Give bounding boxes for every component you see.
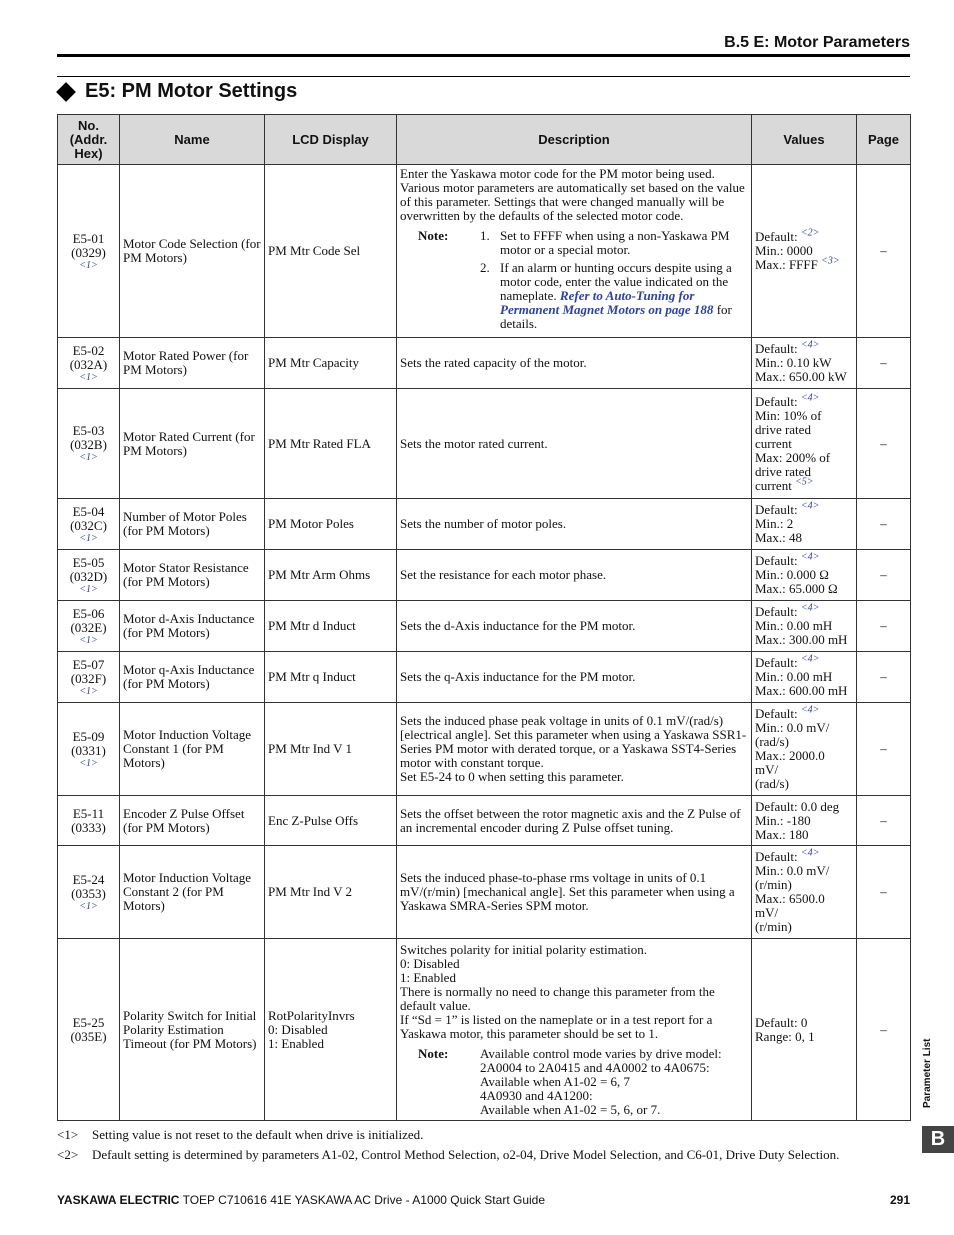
description-text: Set E5-24 to 0 when setting this parameter. <box>400 769 624 784</box>
col-header-values: Values <box>752 115 857 165</box>
page-ref: – <box>857 499 911 550</box>
table-row <box>58 796 911 846</box>
table-header-row <box>58 115 911 165</box>
footnote-text: Setting value is not reset to the default when drive is initialized. <box>92 1127 424 1142</box>
lcd-display-line: Enc Z-Pulse Offs <box>268 812 359 828</box>
value-line <box>755 356 853 370</box>
lcd-display-line: PM Mtr Rated FLA <box>268 435 371 451</box>
param-number: E5-04 <box>72 503 105 519</box>
param-address: (035E) <box>70 1028 107 1044</box>
param-name: Motor Induction Voltage Constant 2 (for PM Motors) <box>120 846 265 939</box>
value-line <box>755 619 853 633</box>
param-number-cell <box>58 165 120 338</box>
value-text: Default: <box>755 604 798 619</box>
values-cell <box>752 652 857 703</box>
footnote-ref-link[interactable]: <1> <box>79 259 98 271</box>
value-line <box>755 828 853 842</box>
value-line <box>755 409 853 423</box>
page-ref: – <box>857 846 911 939</box>
note-label: Note: <box>418 1045 449 1061</box>
param-address: (032D) <box>69 568 108 584</box>
footnote-ref-link[interactable]: <4> <box>800 392 820 404</box>
value-line <box>755 735 853 749</box>
footnote-mark: <2> <box>57 1147 79 1162</box>
value-text: (r/min) <box>755 877 792 892</box>
description-text: Sets the induced phase peak voltage in units of 0.1 mV/(rad/s) [electrical angle]. Set this parameter when using a Yaskawa SSR1-Series PM motor with derated torque, or a Yaskawa SST4-Series motor with constant torque. <box>400 713 747 770</box>
param-name: Motor Induction Voltage Constant 1 (for PM Motors) <box>120 703 265 796</box>
param-name: Encoder Z Pulse Offset (for PM Motors) <box>120 796 265 846</box>
param-name: Motor d-Axis Inductance (for PM Motors) <box>120 601 265 652</box>
value-text: drive rated <box>755 421 811 437</box>
value-text: current <box>755 435 792 451</box>
param-number: E5-07 <box>72 656 105 672</box>
footnote-ref-link[interactable]: <1> <box>79 900 98 912</box>
param-number: E5-06 <box>72 605 105 621</box>
value-line <box>755 551 853 568</box>
table-row <box>58 939 911 1121</box>
lcd-display-cell <box>265 846 397 939</box>
description-text: Sets the offset between the rotor magnetic axis and the Z Pulse of an incremental encoder during Z Pulse offset tuning. <box>400 805 741 835</box>
note-line: 2A0004 to 2A0415 and 4A0002 to 4A0675: <box>480 1059 710 1075</box>
param-number: E5-02 <box>72 342 105 358</box>
description-text: Sets the motor rated current. <box>400 435 548 451</box>
value-line <box>755 763 853 777</box>
page-ref: – <box>857 652 911 703</box>
note-body <box>500 229 748 257</box>
page-title-text: E5: PM Motor Settings <box>85 80 298 102</box>
note-text: If an alarm or hunting occurs despite using a motor code, enter the value indicated on the nameplate. <box>500 260 732 303</box>
param-name: Motor q-Axis Inductance (for PM Motors) <box>120 652 265 703</box>
table-row <box>58 703 911 796</box>
value-text: Default: <box>755 229 798 244</box>
footnote <box>57 1148 917 1162</box>
value-text: Min.: 0.0 mV/ <box>755 720 830 735</box>
note-number: 2. <box>480 260 490 275</box>
value-line <box>755 437 853 451</box>
description-cell <box>397 652 752 703</box>
value-text: Default: <box>755 553 798 568</box>
param-address: (0329) <box>71 244 106 260</box>
lcd-display-line: PM Mtr Code Sel <box>268 243 361 258</box>
description-text: Enter the Yaskawa motor code for the PM motor being used. Various motor parameters are automatically set based on the value of this parameter. Settings that were changed manually will be overwritten by the defaults of the selected motor code. <box>400 166 745 223</box>
page-footer <box>57 1193 910 1207</box>
footnote-ref-link[interactable]: <1> <box>79 583 98 595</box>
footnote-ref-link[interactable]: <5> <box>795 476 814 488</box>
footer-brand: YASKAWA ELECTRIC <box>57 1193 180 1207</box>
page-ref: – <box>857 165 911 338</box>
value-text: Max.: 65.000 Ω <box>755 581 838 596</box>
description-text: If “Sd = 1” is listed on the nameplate or in a test report for a Yaskawa motor, this parameter should be set to 1. <box>400 1011 713 1041</box>
page-ref: – <box>857 601 911 652</box>
value-text: Default: <box>755 341 798 356</box>
value-line <box>755 568 853 582</box>
footnote-ref-link[interactable]: <4> <box>800 704 820 716</box>
footnote-text: Default setting is determined by parameters A1-02, Control Method Selection, o2-04, Drive Model Selection, and C6-01, Drive Duty Selection. <box>92 1147 840 1162</box>
param-number-cell <box>58 846 120 939</box>
description-cell <box>397 338 752 389</box>
value-line <box>755 633 853 647</box>
param-address: (032A) <box>69 356 108 372</box>
value-text: Range: 0, 1 <box>755 1028 815 1044</box>
value-text: Max.: FFFF <box>755 257 818 272</box>
value-text: Min.: 0.00 mH <box>755 618 833 633</box>
lcd-display-cell <box>265 601 397 652</box>
col-header-lcd: LCD Display <box>265 115 397 165</box>
param-address: (032B) <box>70 437 107 452</box>
param-number: E5-25 <box>72 1014 105 1030</box>
value-text: Min.: 0.00 mH <box>755 669 833 684</box>
footnote-ref-link[interactable]: <3> <box>821 255 840 267</box>
table-row <box>58 165 911 338</box>
param-name: Motor Stator Resistance (for PM Motors) <box>120 550 265 601</box>
value-text: Max.: 650.00 kW <box>755 369 847 384</box>
lcd-display-cell <box>265 939 397 1121</box>
table-row <box>58 338 911 389</box>
value-line <box>755 847 853 864</box>
value-text: Max.: 600.00 mH <box>755 683 848 698</box>
footnote-ref-link[interactable]: <4> <box>800 339 820 351</box>
value-line <box>755 451 853 465</box>
value-text: Max.: 2000.0 <box>755 748 825 763</box>
param-number: E5-09 <box>72 728 105 744</box>
lcd-display-cell <box>265 499 397 550</box>
description-cell <box>397 703 752 796</box>
value-line <box>755 892 853 906</box>
note-item <box>480 229 748 257</box>
value-text: Min.: 0000 <box>755 243 813 258</box>
param-number-cell <box>58 338 120 389</box>
lcd-display-cell <box>265 703 397 796</box>
note-number: 1. <box>480 228 490 243</box>
col-header-page: Page <box>857 115 911 165</box>
value-text: Default: 0.0 deg <box>755 798 840 814</box>
value-line <box>755 814 853 828</box>
description-cell <box>397 846 752 939</box>
param-address: (0333) <box>71 819 106 835</box>
value-line <box>755 227 853 244</box>
page-ref: – <box>857 338 911 389</box>
footnotes <box>57 1128 917 1168</box>
value-text: (rad/s) <box>755 734 789 749</box>
value-line <box>755 1016 853 1030</box>
value-line <box>755 704 853 721</box>
footnote-ref-link[interactable]: <4> <box>800 653 820 665</box>
header-rule <box>57 54 910 57</box>
param-name: Motor Code Selection (for PM Motors) <box>120 165 265 338</box>
value-text: Min.: 0.10 kW <box>755 355 832 370</box>
value-text: Min.: 0.000 Ω <box>755 567 829 582</box>
footnote <box>57 1128 917 1142</box>
param-address: (032C) <box>70 517 107 533</box>
table-row <box>58 550 911 601</box>
param-number-cell <box>58 499 120 550</box>
footnote-ref-link[interactable]: <1> <box>79 634 98 646</box>
note-items <box>480 1047 748 1117</box>
parameter-table <box>57 114 911 1121</box>
diamond-icon <box>56 82 76 102</box>
param-number-cell <box>58 389 120 499</box>
table-row <box>58 499 911 550</box>
value-text: Min.: -180 <box>755 812 811 828</box>
values-cell <box>752 165 857 338</box>
note-text: Set to FFFF when using a non-Yaskawa PM motor or a special motor. <box>500 228 730 257</box>
value-line <box>755 777 853 791</box>
value-line <box>755 255 853 272</box>
description-cell <box>397 550 752 601</box>
footnote-ref-link[interactable]: <4> <box>800 602 820 614</box>
value-line <box>755 749 853 763</box>
footnote-ref-link[interactable]: <1> <box>79 685 98 697</box>
values-cell <box>752 703 857 796</box>
value-text: (r/min) <box>755 919 792 934</box>
value-line <box>755 423 853 437</box>
page-ref: – <box>857 389 911 499</box>
param-number-cell <box>58 601 120 652</box>
description-text: 1: Enabled <box>400 969 456 985</box>
note-item <box>480 261 748 331</box>
param-number: E5-24 <box>72 871 105 887</box>
param-number: E5-11 <box>72 805 105 821</box>
table-row <box>58 601 911 652</box>
value-text: Min: 10% of <box>755 407 822 423</box>
table-row <box>58 652 911 703</box>
description-cell <box>397 601 752 652</box>
value-text: Default: 0 <box>755 1014 808 1030</box>
value-text: Max.: 300.00 mH <box>755 632 848 647</box>
note-line: Available when A1-02 = 6, 7 <box>480 1073 631 1089</box>
param-number: E5-01 <box>72 230 105 246</box>
note-line: Available control mode varies by drive model: <box>480 1045 722 1061</box>
param-number: E5-05 <box>72 554 105 570</box>
description-cell <box>397 499 752 550</box>
title-rule <box>57 76 910 77</box>
param-number-cell <box>58 939 120 1121</box>
value-line <box>755 684 853 698</box>
lcd-display-line: PM Mtr Capacity <box>268 355 359 370</box>
values-cell <box>752 846 857 939</box>
lcd-display-line: PM Mtr Arm Ohms <box>268 567 371 582</box>
param-number-cell <box>58 550 120 601</box>
value-text: Default: <box>755 393 798 409</box>
footnote-ref-link[interactable]: <1> <box>79 371 98 383</box>
note-line: Available when A1-02 = 5, 6, or 7. <box>480 1101 661 1117</box>
lcd-display-line: PM Mtr q Induct <box>268 669 356 684</box>
param-number-cell <box>58 652 120 703</box>
table-body <box>58 165 911 1121</box>
value-line <box>755 531 853 545</box>
value-line <box>755 1030 853 1044</box>
footnote-ref-link[interactable]: <4> <box>800 500 820 512</box>
description-text: Set the resistance for each motor phase. <box>400 567 607 582</box>
value-line <box>755 339 853 356</box>
param-number-cell <box>58 703 120 796</box>
value-text: Default: <box>755 849 798 864</box>
col-header-description: Description <box>397 115 752 165</box>
value-line <box>755 476 853 493</box>
value-line <box>755 500 853 517</box>
note-text-after: for details. <box>500 302 732 331</box>
footnote-ref-link[interactable]: <1> <box>79 757 98 769</box>
value-text: drive rated <box>755 463 811 479</box>
values-cell <box>752 601 857 652</box>
value-line <box>755 721 853 735</box>
values-cell <box>752 939 857 1121</box>
description-cell <box>397 389 752 499</box>
page-ref: – <box>857 703 911 796</box>
value-line <box>755 392 853 409</box>
param-number: E5-03 <box>72 423 105 438</box>
description-text: Sets the d-Axis inductance for the PM motor. <box>400 618 636 633</box>
value-text: Default: <box>755 706 798 721</box>
side-tab-letter: B <box>922 1126 954 1153</box>
param-address: (032F) <box>70 670 107 686</box>
value-text: Default: <box>755 655 798 670</box>
value-line <box>755 800 853 814</box>
note-block <box>400 1047 748 1117</box>
value-text: mV/ <box>755 905 779 920</box>
note-items <box>480 229 748 335</box>
param-address: (0353) <box>71 885 106 901</box>
footnote-ref-link[interactable]: <2> <box>800 227 820 239</box>
lcd-display-line: PM Mtr Ind V 1 <box>268 741 353 756</box>
description-text: Switches polarity for initial polarity estimation. <box>400 941 647 957</box>
lcd-display-line: PM Motor Poles <box>268 516 354 531</box>
footnote-ref-link[interactable]: <4> <box>800 847 820 859</box>
description-text: Sets the q-Axis inductance for the PM motor. <box>400 669 636 684</box>
page-ref: – <box>857 939 911 1121</box>
cross-reference-link[interactable]: Refer to Auto-Tuning for Permanent Magnet Motors on page 188 <box>500 288 714 317</box>
value-text: Max: 200% of <box>755 449 831 465</box>
value-line <box>755 906 853 920</box>
value-text: Max.: 48 <box>755 530 802 545</box>
lcd-display-cell <box>265 652 397 703</box>
note-body <box>500 261 748 331</box>
footer-doc: TOEP C710616 41E YASKAWA AC Drive - A1000 Quick Start Guide <box>182 1193 546 1207</box>
lcd-display-line: PM Mtr Ind V 2 <box>268 884 353 899</box>
values-cell <box>752 796 857 846</box>
value-text: Min.: 0.0 mV/ <box>755 863 830 878</box>
param-name: Number of Motor Poles (for PM Motors) <box>120 499 265 550</box>
value-line <box>755 878 853 892</box>
footnote-ref-link[interactable]: <4> <box>800 551 820 563</box>
footnote-ref-link[interactable]: <1> <box>79 452 98 463</box>
param-address: (0331) <box>71 742 106 758</box>
value-line <box>755 920 853 934</box>
lcd-display-cell <box>265 796 397 846</box>
description-cell <box>397 796 752 846</box>
value-line <box>755 602 853 619</box>
lcd-display-cell <box>265 550 397 601</box>
value-line <box>755 653 853 670</box>
lcd-display-line: PM Mtr d Induct <box>268 618 356 633</box>
lcd-display-line: 0: Disabled <box>268 1021 328 1037</box>
note-line: 4A0930 and 4A1200: <box>480 1087 593 1103</box>
value-text: mV/ <box>755 762 779 777</box>
values-cell <box>752 389 857 499</box>
value-line <box>755 670 853 684</box>
value-line <box>755 864 853 878</box>
table-row <box>58 846 911 939</box>
description-text: Sets the rated capacity of the motor. <box>400 355 587 370</box>
note-label: Note: <box>418 228 449 243</box>
lcd-display-line: 1: Enabled <box>268 1035 324 1051</box>
lcd-display-line: RotPolarityInvrs <box>268 1007 355 1023</box>
description-text: Sets the number of motor poles. <box>400 516 567 531</box>
value-text: Default: <box>755 502 798 517</box>
value-line <box>755 582 853 596</box>
lcd-display-cell <box>265 165 397 338</box>
footnote-mark: <1> <box>57 1127 79 1142</box>
lcd-display-cell <box>265 389 397 499</box>
description-cell <box>397 165 752 338</box>
values-cell <box>752 338 857 389</box>
param-name: Polarity Switch for Initial Polarity Estimation Timeout (for PM Motors) <box>120 939 265 1121</box>
param-name: Motor Rated Power (for PM Motors) <box>120 338 265 389</box>
description-text: There is normally no need to change this parameter from the default value. <box>400 983 715 1013</box>
value-line <box>755 370 853 384</box>
values-cell <box>752 499 857 550</box>
value-text: (rad/s) <box>755 776 789 791</box>
value-text: Max.: 6500.0 <box>755 891 825 906</box>
lcd-display-cell <box>265 338 397 389</box>
page-ref: – <box>857 550 911 601</box>
col-header-name: Name <box>120 115 265 165</box>
param-number-cell <box>58 796 120 846</box>
table-row <box>58 389 911 499</box>
note-block <box>400 229 748 335</box>
value-line <box>755 517 853 531</box>
description-text: 0: Disabled <box>400 955 460 971</box>
section-header: B.5 E: Motor Parameters <box>724 34 910 51</box>
col-header-no: No. (Addr. Hex) <box>58 115 120 165</box>
description-cell <box>397 939 752 1121</box>
value-text: Min.: 2 <box>755 516 794 531</box>
value-text: Max.: 180 <box>755 826 809 842</box>
footnote-ref-link[interactable]: <1> <box>79 532 98 544</box>
param-name: Motor Rated Current (for PM Motors) <box>120 389 265 499</box>
param-address: (032E) <box>70 619 107 635</box>
page-number: 291 <box>889 1193 910 1207</box>
values-cell <box>752 550 857 601</box>
page-ref: – <box>857 796 911 846</box>
value-text: current <box>755 477 792 493</box>
page-title <box>57 80 297 103</box>
description-text: Sets the induced phase-to-phase rms voltage in units of 0.1 mV/(r/min) [mechanical angle]. Set this parameter when using a Yaskawa SMRA-Series SPM motor. <box>400 870 735 913</box>
